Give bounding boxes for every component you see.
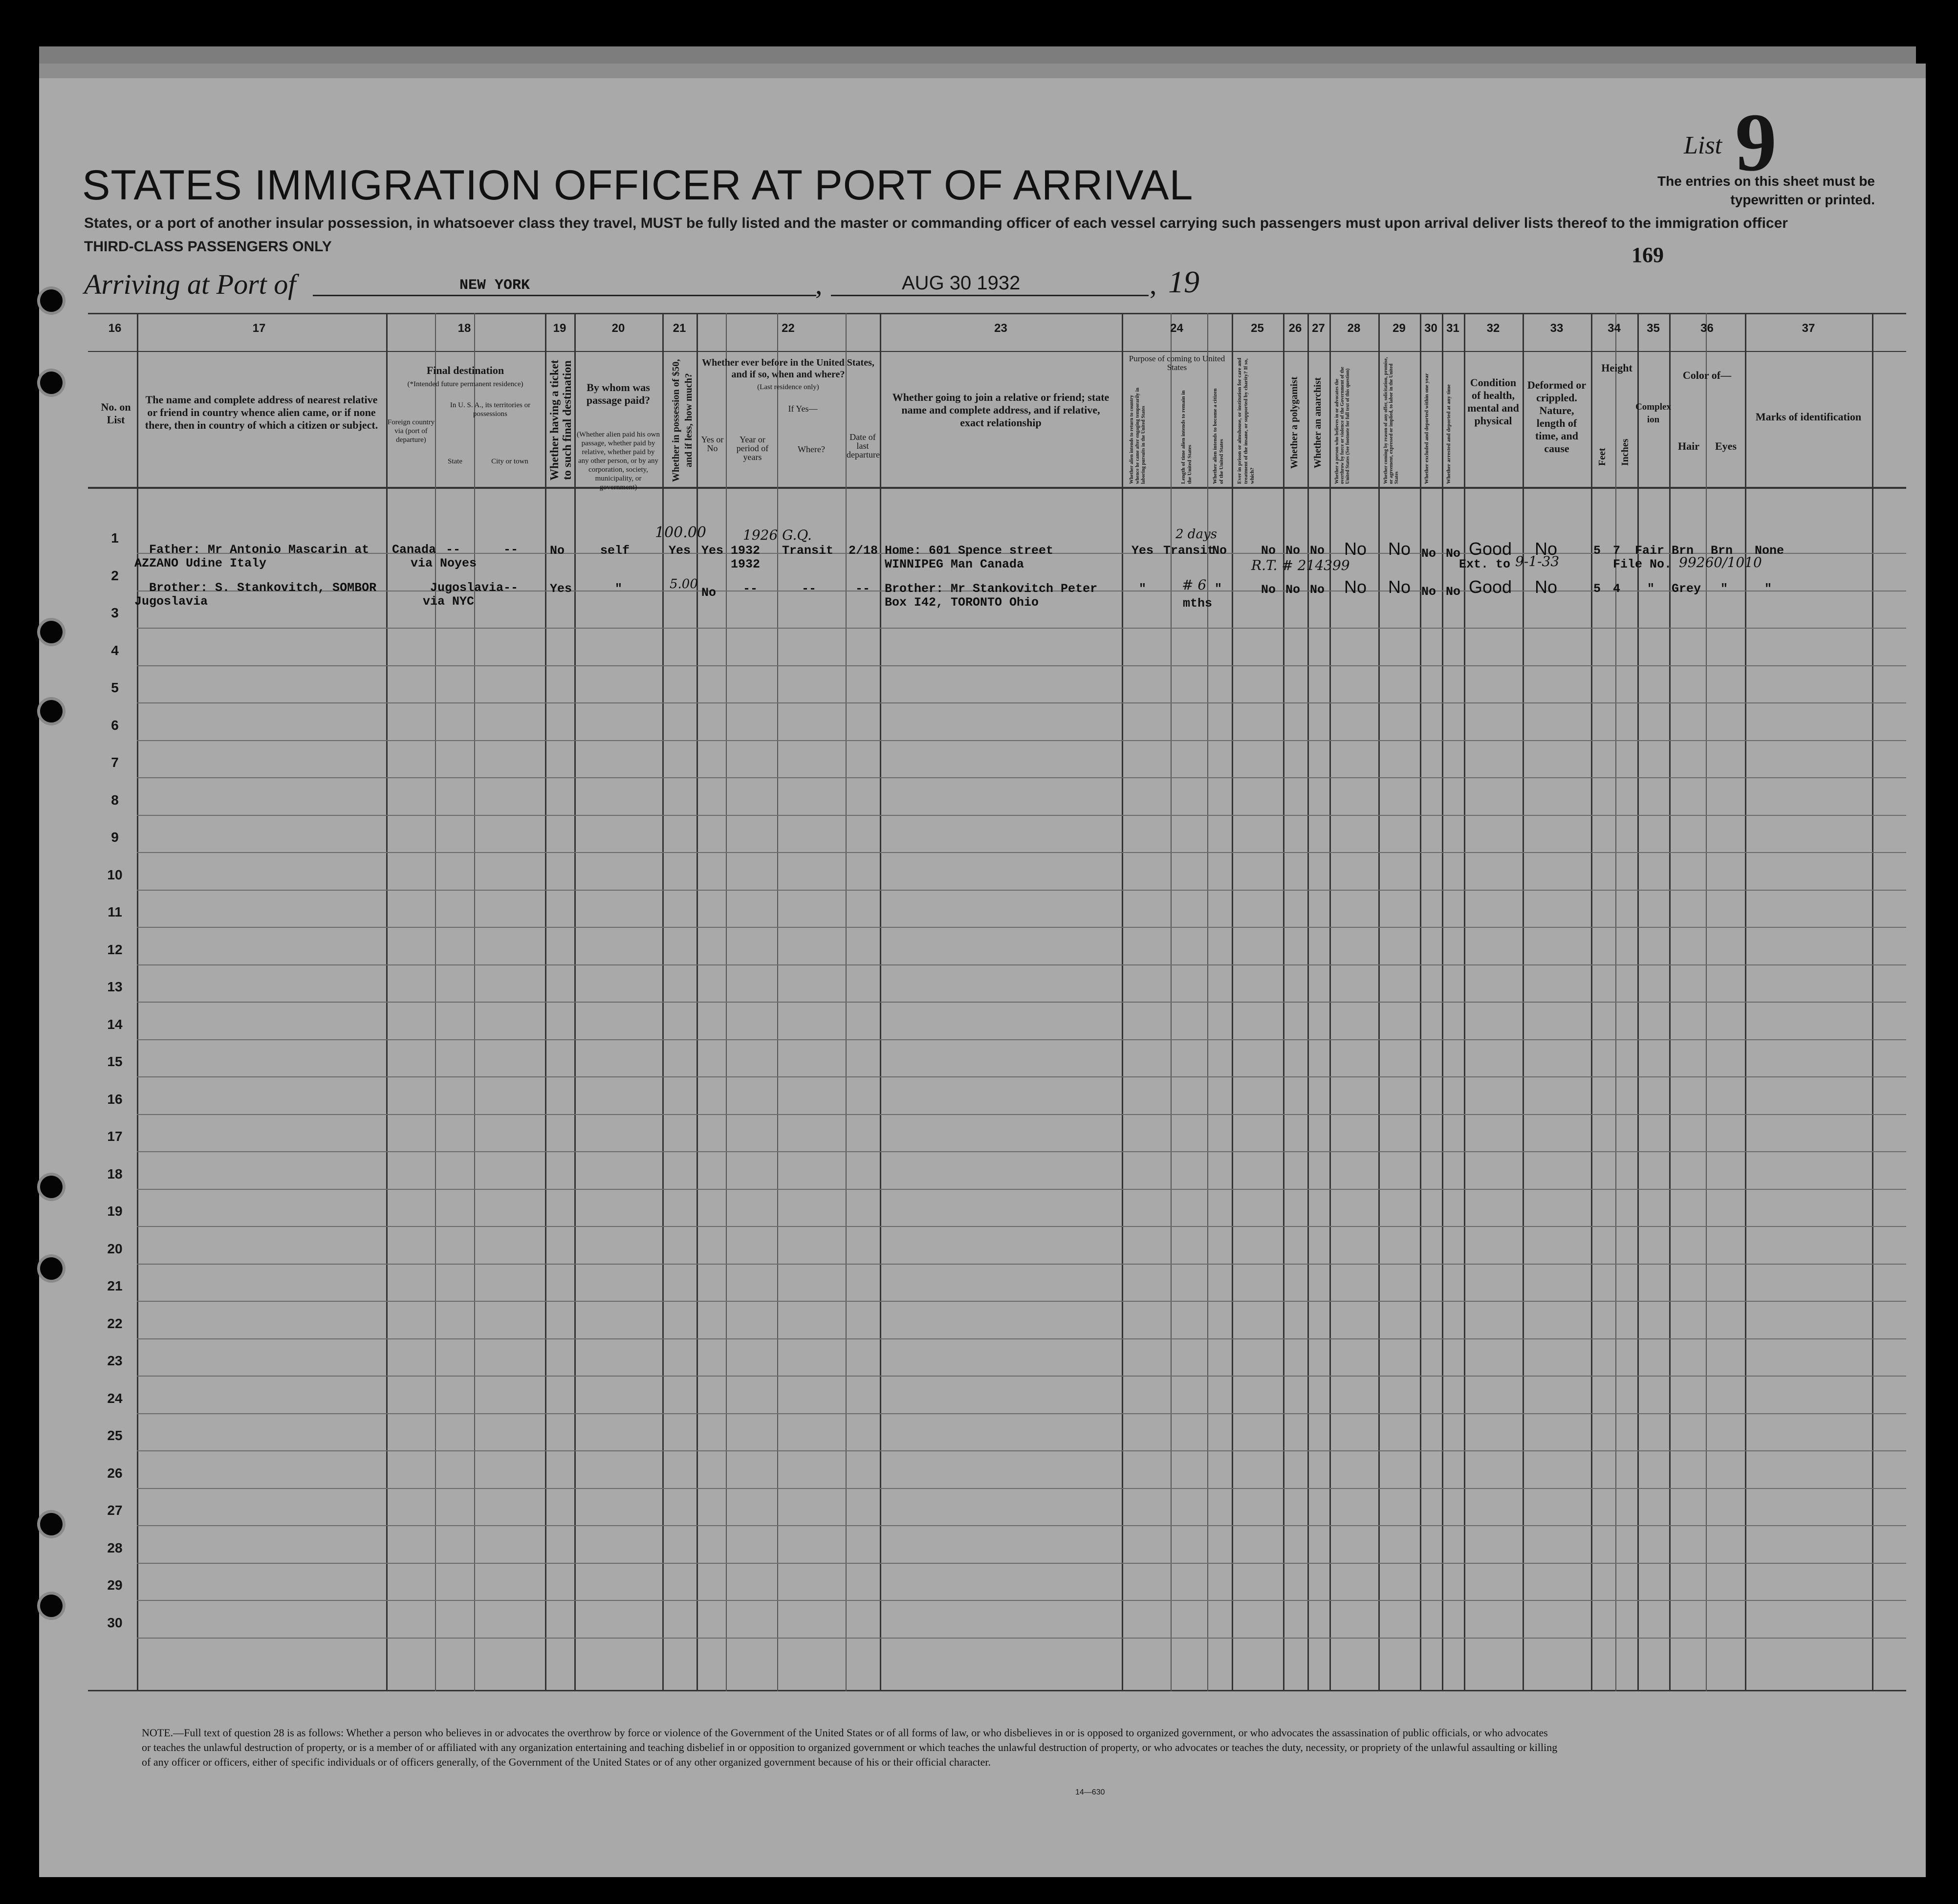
entry-health: Good bbox=[1469, 539, 1512, 559]
header-polygamist: Whether a polygamist bbox=[1289, 376, 1300, 469]
header-prison: Ever in prison or almshouse, or institution for care and treatment of the insane, or supported by charity? If so, which? bbox=[1237, 357, 1255, 484]
row-rule bbox=[137, 1450, 1906, 1451]
row-number: 25 bbox=[107, 1428, 123, 1443]
header-inches: Inches bbox=[1620, 438, 1631, 466]
header-hair: Hair bbox=[1678, 440, 1699, 452]
row-number: 8 bbox=[111, 792, 119, 808]
row-number: 6 bbox=[111, 717, 119, 733]
entry-paid-by: " bbox=[615, 582, 623, 596]
row-rule bbox=[137, 1151, 1906, 1152]
entry-hair: Brn bbox=[1672, 544, 1694, 558]
entry-feet: 5 bbox=[1593, 544, 1601, 558]
entry-money: Yes bbox=[669, 544, 691, 558]
entry-arrested: No bbox=[1446, 547, 1461, 561]
entry-where: -- bbox=[802, 582, 817, 596]
column-number: 23 bbox=[994, 322, 1007, 335]
header-height: Height bbox=[1601, 362, 1632, 374]
row-rule bbox=[137, 1338, 1906, 1339]
row-rule bbox=[137, 665, 1906, 666]
binder-hole bbox=[40, 1513, 63, 1535]
entry-excluded: No bbox=[1421, 585, 1436, 599]
column-number: 33 bbox=[1550, 322, 1564, 335]
entry-year: 1932 bbox=[731, 544, 761, 558]
entry-eyes: " bbox=[1720, 582, 1728, 596]
header-deformed: Deformed or crippled. Nature, length of time, and cause bbox=[1527, 379, 1587, 455]
row-number: 26 bbox=[107, 1465, 123, 1481]
row-number: 22 bbox=[107, 1315, 123, 1331]
row-number: 5 bbox=[111, 680, 119, 695]
entry-join: Home: 601 Spence street bbox=[885, 544, 1054, 558]
header-feet: Feet bbox=[1597, 448, 1608, 466]
header-color: Color of— bbox=[1682, 369, 1732, 381]
row-rule bbox=[137, 702, 1906, 703]
page-title: STATES IMMIGRATION OFFICER AT PORT OF ARRIVAL bbox=[82, 162, 1194, 209]
row-number: 4 bbox=[111, 642, 119, 658]
entry-citizen: " bbox=[1215, 582, 1222, 596]
entry-relative-line: Brother: S. Stankovitch, SOMBOR bbox=[149, 581, 377, 595]
table-top-border bbox=[88, 313, 1906, 314]
column-number: 16 bbox=[108, 322, 122, 335]
header-purpose-citizen: Whether alien intends to become a citizen of the United States bbox=[1212, 388, 1224, 484]
entry-annotation: Ext. to bbox=[1459, 557, 1511, 571]
column-number: 30 bbox=[1424, 322, 1437, 335]
column-number: 26 bbox=[1288, 322, 1302, 335]
header-passage-paid-sub: (Whether alien paid his own passage, whether paid by relative, whether paid by any other person, or by any corporation, society, municipality, or government) bbox=[577, 431, 660, 491]
header-usa: In U. S. A., its territories or possessions bbox=[450, 401, 531, 418]
entry-relative-line: Father: Mr Antonio Mascarin at bbox=[149, 543, 370, 557]
row-number: 11 bbox=[108, 904, 122, 919]
row-number: 7 bbox=[111, 755, 119, 770]
column-number: 32 bbox=[1486, 322, 1500, 335]
entry-polygamist: No bbox=[1285, 583, 1301, 597]
entry-length-unit: mths bbox=[1183, 596, 1213, 611]
entry-annotation: 99260/1010 bbox=[1679, 554, 1762, 570]
entry-year-hand: 1926 G.Q. bbox=[743, 527, 812, 543]
column-number: 27 bbox=[1312, 322, 1325, 335]
entry-prison: No bbox=[1261, 544, 1276, 558]
entry-arrested: No bbox=[1446, 585, 1461, 599]
entry-believes: No bbox=[1344, 539, 1367, 559]
row-number: 10 bbox=[107, 867, 123, 882]
entry-length: Transit bbox=[1163, 544, 1215, 558]
entry-paid-by: self bbox=[600, 544, 630, 558]
header-city: City or town bbox=[491, 458, 528, 465]
header-marks: Marks of identification bbox=[1755, 411, 1862, 423]
row-number: 3 bbox=[111, 605, 119, 620]
header-overthrow: Whether a person who believes in or advocates the overthrow by force or violence of the Government of the United States (See footnote for full text of this question) bbox=[1334, 367, 1350, 484]
header-ticket: Whether having a ticket to such final destination bbox=[548, 360, 574, 481]
entry-join: Brother: Mr Stankovitch Peter bbox=[885, 582, 1098, 596]
row-number: 2 bbox=[111, 568, 119, 583]
header-year: Year or period of years bbox=[736, 435, 769, 462]
header-before-in-us: Whether ever before in the United States, and if so, when and where? bbox=[702, 357, 874, 380]
column-number: 37 bbox=[1802, 322, 1815, 335]
entry-relative-line: AZZANO Udine Italy bbox=[134, 556, 267, 570]
entry-citizen: No bbox=[1212, 544, 1227, 558]
row-rule bbox=[137, 964, 1906, 965]
sheet-number: 169 bbox=[1632, 243, 1664, 267]
header-complexion: Complexion bbox=[1635, 402, 1671, 425]
column-number: 19 bbox=[553, 322, 566, 335]
header-foreign-country: Foreign country via (port of departure) bbox=[387, 418, 435, 444]
passenger-class-line: THIRD-CLASS PASSENGERS ONLY bbox=[84, 239, 332, 255]
entry-deformed: No bbox=[1535, 577, 1558, 597]
col-number-rule bbox=[88, 351, 1906, 352]
header-purpose: Purpose of coming to United States bbox=[1129, 354, 1225, 372]
column-number: 25 bbox=[1251, 322, 1264, 335]
entry-departure: -- bbox=[855, 582, 870, 596]
entry-money-hand: 100.00 bbox=[655, 524, 706, 541]
entry-departure: 2/18 bbox=[848, 544, 878, 558]
row-number: 14 bbox=[107, 1016, 123, 1032]
entry-inches: 7 bbox=[1613, 544, 1621, 558]
table-bottom-border bbox=[88, 1690, 1906, 1691]
entry-deformed: No bbox=[1535, 539, 1558, 559]
column-number: 24 bbox=[1170, 322, 1183, 335]
entry-marks: None bbox=[1755, 544, 1784, 558]
row-number: 27 bbox=[107, 1503, 123, 1518]
entry-length: # 6 bbox=[1182, 577, 1207, 593]
header-anarchist: Whether an anarchist bbox=[1312, 377, 1323, 468]
header-final-destination-sub: (*Intended future permanent residence) bbox=[407, 380, 523, 388]
column-number: 31 bbox=[1446, 322, 1459, 335]
column-number: 29 bbox=[1392, 322, 1406, 335]
header-state: State bbox=[448, 458, 462, 465]
arriving-label: Arriving at Port of bbox=[84, 268, 296, 300]
header-going-to-join: Whether going to join a relative or friend; state name and complete address, and if relative, exact relationship bbox=[892, 391, 1110, 429]
row-rule bbox=[137, 815, 1906, 816]
entry-year: 1932 bbox=[731, 557, 761, 571]
list-number: 9 bbox=[1735, 96, 1777, 188]
row-number: 24 bbox=[107, 1390, 123, 1406]
column-number: 18 bbox=[457, 322, 471, 335]
typewritten-note: The entries on this sheet must be typewritten or printed. bbox=[1657, 174, 1875, 207]
header-excluded: Whether excluded and deported within one year bbox=[1424, 373, 1430, 484]
header-nearest-relative: The name and complete address of nearest relative or friend in country whence alien came, or if none there, then in country of which a citizen or subject. bbox=[145, 394, 378, 431]
row-rule bbox=[137, 1638, 1906, 1639]
comma: , bbox=[815, 268, 823, 300]
entry-prison: No bbox=[1261, 583, 1276, 597]
column-number: 17 bbox=[252, 322, 266, 335]
entry-complexion: Fair bbox=[1635, 544, 1665, 558]
row-number: 29 bbox=[107, 1577, 123, 1593]
entry-join: Box I42, TORONTO Ohio bbox=[885, 595, 1039, 610]
entry-eyes: Brn bbox=[1711, 544, 1733, 558]
row-number: 19 bbox=[107, 1204, 123, 1219]
header-bottom-rule bbox=[88, 487, 1906, 489]
column-number: 21 bbox=[673, 322, 686, 335]
row-number: 20 bbox=[107, 1241, 123, 1256]
row-number: 28 bbox=[107, 1540, 123, 1555]
entry-health: Good bbox=[1469, 577, 1512, 597]
row-number: 1 bbox=[111, 530, 119, 546]
port-value: NEW YORK bbox=[459, 277, 530, 294]
header-no-on-list: No. on List bbox=[101, 401, 131, 426]
entry-year: -- bbox=[743, 582, 758, 596]
entry-join: WINNIPEG Man Canada bbox=[885, 557, 1024, 571]
entry-city: -- bbox=[503, 581, 519, 595]
row-rule bbox=[137, 1413, 1906, 1414]
row-rule bbox=[137, 777, 1906, 778]
row-rule bbox=[137, 1488, 1906, 1489]
row-rule bbox=[137, 852, 1906, 853]
entry-offer: No bbox=[1388, 577, 1411, 597]
row-rule bbox=[137, 628, 1906, 629]
entry-money-hand: 5.00 bbox=[670, 577, 698, 591]
entry-before: No bbox=[701, 586, 717, 600]
row-number: 13 bbox=[107, 979, 123, 994]
form-number: 14—630 bbox=[1075, 1788, 1105, 1796]
entry-ticket: Yes bbox=[550, 582, 572, 596]
entry-polygamist: No bbox=[1285, 544, 1301, 558]
row-rule bbox=[137, 1076, 1906, 1077]
comma: , bbox=[1150, 268, 1157, 300]
row-rule bbox=[137, 1264, 1906, 1265]
entry-state: -- bbox=[446, 543, 461, 557]
entry-annotation: File No. bbox=[1613, 557, 1672, 571]
entry-return: Yes bbox=[1131, 544, 1154, 558]
row-number: 15 bbox=[107, 1054, 123, 1069]
header-money: Whether in possession of $50, and if less, how much? bbox=[671, 359, 694, 482]
header-health: Condition of health, mental and physical bbox=[1467, 376, 1519, 427]
header-passage-paid: By whom was passage paid? bbox=[586, 381, 651, 406]
header-arrested: Whether arrested and deported at any time bbox=[1446, 384, 1452, 484]
instruction-line: States, or a port of another insular possession, in whatsoever class they travel, MUST be fully listed and the master or commanding officer of each vessel carrying such passengers must upon arrival deliver lists thereof to the immigration officer bbox=[84, 215, 1788, 231]
row-number: 21 bbox=[107, 1278, 123, 1293]
header-before-sub: (Last residence only) bbox=[757, 383, 819, 391]
binder-hole bbox=[40, 700, 63, 722]
row-number: 30 bbox=[107, 1615, 123, 1630]
row-rule bbox=[137, 1189, 1906, 1190]
row-rule bbox=[137, 1525, 1906, 1526]
row-rule bbox=[137, 1301, 1906, 1302]
row-rule bbox=[137, 927, 1906, 928]
header-purpose-length: Length of time alien intends to remain in the United States bbox=[1180, 390, 1193, 484]
header-last-departure: Date of last departure bbox=[847, 432, 880, 460]
port-field bbox=[313, 266, 816, 296]
header-labor-offer: Whether coming by reason of any offer, solicitation, promise, or agreement, expressed or implied, to labor in the United States bbox=[1383, 357, 1399, 484]
entry-offer: No bbox=[1388, 539, 1411, 559]
entry-foreign-country: Canada bbox=[392, 543, 436, 557]
row-number: 23 bbox=[107, 1353, 123, 1368]
header-purpose-return: Whether alien intends to return to country whence he came after engaging temporarily in laboring pursuits in the United States bbox=[1129, 388, 1146, 484]
row-number: 18 bbox=[107, 1166, 123, 1182]
column-number: 34 bbox=[1608, 322, 1621, 335]
column-number: 35 bbox=[1647, 322, 1660, 335]
entry-before: Yes bbox=[701, 544, 724, 558]
column-number: 36 bbox=[1700, 322, 1714, 335]
binder-hole bbox=[40, 621, 63, 643]
header-where: Where? bbox=[798, 444, 825, 454]
header-final-destination: Final destination bbox=[426, 364, 504, 376]
entry-return: " bbox=[1139, 582, 1147, 596]
binder-hole bbox=[40, 1257, 63, 1280]
list-label: List bbox=[1684, 131, 1722, 159]
date-field bbox=[831, 266, 1149, 296]
entry-believes: No bbox=[1344, 577, 1367, 597]
binder-hole bbox=[40, 1176, 63, 1198]
entry-length-hand: 2 days bbox=[1175, 527, 1217, 542]
entry-anarchist: No bbox=[1310, 544, 1325, 558]
binder-hole bbox=[40, 372, 63, 394]
entry-city: -- bbox=[503, 543, 519, 557]
row-number: 17 bbox=[107, 1129, 123, 1144]
row-rule bbox=[137, 890, 1906, 891]
row-rule bbox=[137, 1563, 1906, 1564]
entry-foreign-country: Jugoslavia bbox=[430, 581, 504, 595]
entry-inches: 4 bbox=[1613, 582, 1621, 596]
entry-ticket: No bbox=[550, 544, 565, 558]
binder-hole bbox=[40, 289, 63, 312]
entry-relative-line: Jugoslavia bbox=[134, 594, 208, 609]
entry-hair: Grey bbox=[1672, 582, 1701, 596]
row-number: 9 bbox=[111, 830, 119, 845]
row-rule bbox=[137, 1002, 1906, 1003]
entry-excluded: No bbox=[1421, 547, 1436, 561]
row-rule bbox=[137, 1114, 1906, 1115]
row-rule bbox=[137, 1039, 1906, 1040]
row-rule bbox=[137, 1226, 1906, 1227]
manifest-table bbox=[88, 313, 1906, 1691]
row-rule bbox=[137, 1600, 1906, 1601]
header-if-yes: If Yes— bbox=[788, 404, 818, 414]
entry-foreign-country: via NYC bbox=[423, 594, 475, 609]
column-number: 22 bbox=[782, 322, 795, 335]
entry-foreign-country: via Noyes bbox=[411, 556, 477, 570]
column-number: 28 bbox=[1347, 322, 1361, 335]
year-prefix: 19 bbox=[1168, 264, 1199, 299]
entry-annotation: 9-1-33 bbox=[1515, 553, 1560, 569]
entry-where: Transit bbox=[782, 544, 834, 558]
column-number: 20 bbox=[611, 322, 625, 335]
row-rule bbox=[137, 1376, 1906, 1377]
entry-feet: 5 bbox=[1593, 582, 1601, 596]
header-eyes: Eyes bbox=[1715, 440, 1737, 452]
footnote: NOTE.—Full text of question 28 is as follows: Whether a person who believes in or advocates the overthrow by force or violence of the Government of the United States or of all forms of law, or who disbelieves in or is opposed to organized government, or who advocates the assassination of public officials, or who advocates or teaches the unlawful destruction of property, or is a member of or affiliated with any organization entertaining and teaching disbelief in or opposition to organized government or which teaches the unlawful destruction of property, or who advocates or teaches the duty, necessity, or propriety of the unlawful assaulting or killing of any officer or officers, either of specific individuals or of officers generally, of the Government of the United States or of any other organized government because of his or their official character. bbox=[142, 1727, 1558, 1768]
entry-complexion: " bbox=[1647, 582, 1655, 596]
binder-hole bbox=[40, 1595, 63, 1617]
header-yes-no: Yes or No bbox=[701, 435, 724, 453]
row-rule bbox=[137, 740, 1906, 741]
row-number: 16 bbox=[107, 1091, 123, 1107]
row-number: 12 bbox=[107, 941, 123, 957]
entry-annotation: R.T. # 214399 bbox=[1251, 557, 1350, 573]
entry-anarchist: No bbox=[1310, 583, 1325, 597]
date-value: AUG 30 1932 bbox=[902, 272, 1021, 294]
entry-marks: " bbox=[1764, 582, 1772, 596]
